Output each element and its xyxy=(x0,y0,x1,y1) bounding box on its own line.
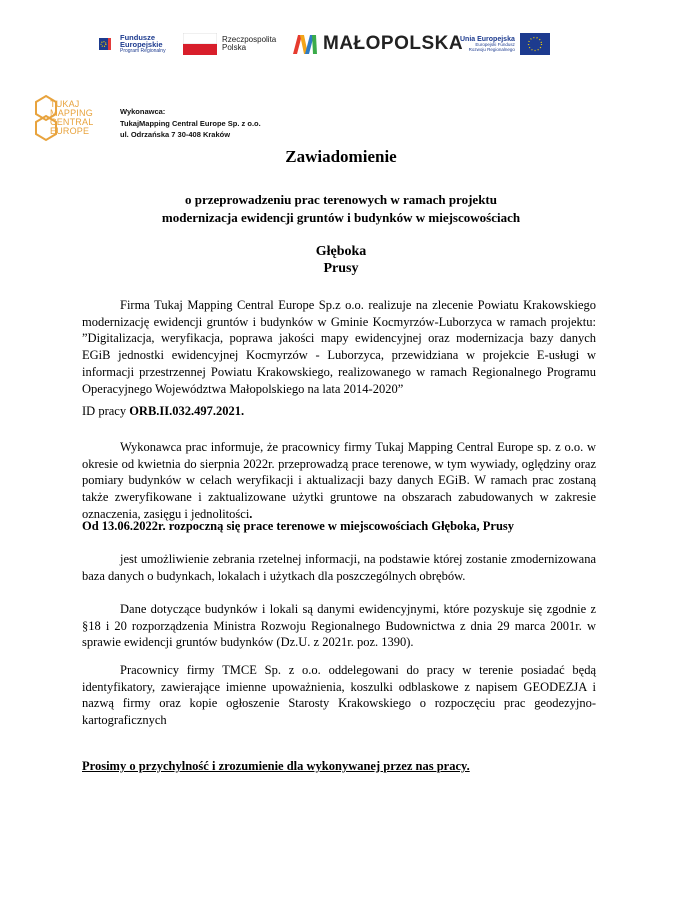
tukaj-word-3: CENTRAL xyxy=(50,117,94,127)
european-funds-icon xyxy=(98,35,116,53)
place-name-2: Prusy xyxy=(323,261,359,276)
eu-line2: Europejski Fundusz xyxy=(475,41,515,47)
poland-logo xyxy=(183,24,276,64)
contractor-company: TukajMapping Central Europe Sp. z o.o. xyxy=(120,118,261,128)
funds-line3: Program Regionalny xyxy=(120,48,166,55)
eu-line3: Rozwoju Regionalnego xyxy=(468,46,515,52)
poland-line1: Rzeczpospolita xyxy=(222,34,277,44)
contractor-label: Wykonawca: xyxy=(120,107,166,116)
paragraph-fieldwork-text: Wykonawca prac informuje, że pracownicy firmy Tukaj Mapping Central Europe sp. z o.o. w okresie od kwietnia do sierpnia 2022r. przeprowadzą prace terenowe, w tym wywiady, oględziny oraz pomiary budynków w celach weryfikacji i aktualizacji bazy danych EGiB. W ramach prac zostaną także zweryfikowane i zaktualizowane użytki gruntowe na obszarach zabudowanych w zakresie oznaczenia, zasięgu i jednolitości xyxy=(82,440,596,521)
malopolska-m-icon xyxy=(292,33,318,55)
work-id-line xyxy=(82,403,244,420)
poland-line2: Polska xyxy=(222,43,247,52)
paragraph-purpose: jest umożliwienie zebrania rzetelnej informacji, na podstawie której zostanie zmodernizowana baza danych o budynkach, lokalach i użytkach dla poszczególnych obrębów. xyxy=(82,552,596,583)
work-id-label: ID pracy xyxy=(82,404,130,418)
eu-line1: Unia Europejska xyxy=(460,35,515,43)
european-funds-logo xyxy=(98,24,166,64)
malopolska-name: MAŁOPOLSKA xyxy=(323,33,464,54)
paragraph-fieldwork xyxy=(82,439,596,523)
closing-request: Prosimy o przychylność i zrozumienie dla wykonywanej przez nas pracy. xyxy=(82,759,470,773)
notice-subtitle-line1: o przeprowadzeniu prac terenowych w ramach projektu xyxy=(185,192,497,207)
tukaj-word-4: EUROPE xyxy=(50,126,90,136)
malopolska-logo xyxy=(292,24,463,64)
funds-line1: Fundusze xyxy=(120,32,155,42)
polish-flag-icon xyxy=(183,33,217,55)
place-name-1: Głęboka xyxy=(315,244,367,259)
paragraph-fieldwork-end: . xyxy=(249,506,253,521)
work-id-value: ORB.II.032.497.2021. xyxy=(129,404,245,418)
paragraph-staff: Pracownicy firmy TMCE Sp. z o.o. oddelegowani do pracy w terenie posiadać będą identyfikatory, zawierające imienne upoważnienia, koszulki odblaskowe z napisem GEODEZJA i nazwą firmy oraz kopie ogłoszenie Starosty Krakowskiego o rozpoczęciu prac geodezyjno-kartograficznych xyxy=(82,663,596,728)
tukaj-logo xyxy=(32,94,112,142)
tukaj-word-2: MAPPING xyxy=(50,108,93,118)
contractor-block xyxy=(32,94,332,144)
tukaj-word-1: TUKAJ xyxy=(50,99,80,109)
logo-strip xyxy=(0,24,682,68)
eu-logo xyxy=(460,24,550,64)
contractor-address: ul. Odrzańska 7 30-408 Kraków xyxy=(120,130,231,139)
tukaj-wordmark xyxy=(50,100,93,136)
start-date-line: Od 13.06.2022r. rozpoczną się prace terenowe w miejscowościach Głęboka, Prusy xyxy=(82,519,515,533)
eu-flag-icon xyxy=(520,33,550,55)
paragraph-project: Firma Tukaj Mapping Central Europe Sp.z o.o. realizuje na zlecenie Powiatu Krakowskiego modernizację ewidencji gruntów i budynków w Gminie Kocmyrzów-Luborzyca w ramach projektu: ”Digitalizacja, weryfikacja, poprawa jakości mapy ewidencyjnej oraz modernizacja bazy danych EGiB jednostki ewidencyjnej Kocmyrzów - Luborzyca, przewidziana w projekcie E-usługi w informacji przestrzennej Powiatu Krakowskiego, realizowanego w ramach Regionalnego Programu Operacyjnego Województwa Małopolskiego na lata 2014-2020” xyxy=(82,298,596,396)
notice-title: Zawiadomienie xyxy=(285,147,397,166)
funds-line2: Europejskie xyxy=(120,40,163,50)
notice-subtitle-line2: modernizacja ewidencji gruntów i budynków w miejscowościach xyxy=(161,210,521,225)
paragraph-legal-basis: Dane dotyczące budynków i lokali są danymi ewidencyjnymi, które pozyskuje się zgodnie z §18 i 20 rozporządzenia Ministra Rozwoju Regionalnego Budownictwa z dnia 29 marca 2001r. w sprawie ewidencji gruntów budynków (Dz.U. z 2021r. poz. 1390). xyxy=(82,602,596,650)
contractor-details xyxy=(120,106,261,141)
